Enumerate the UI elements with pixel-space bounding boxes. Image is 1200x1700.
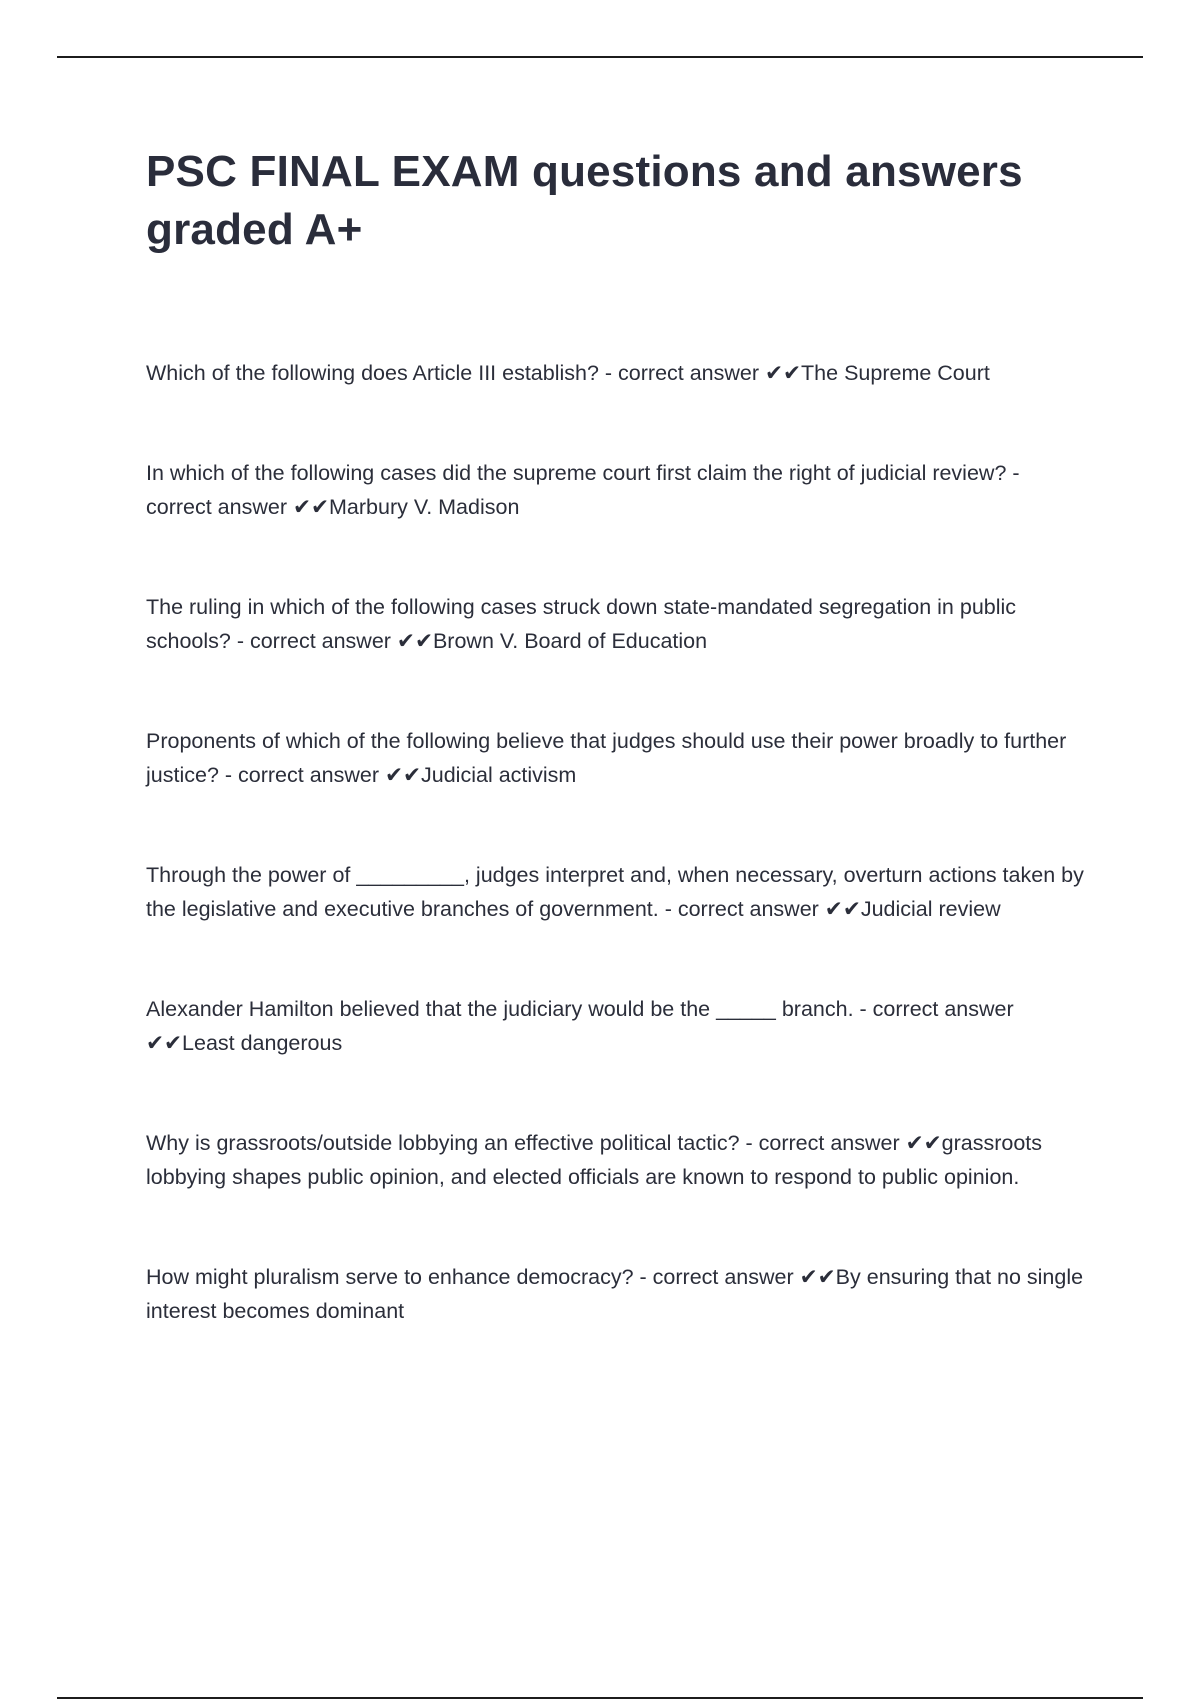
qa-item [146, 356, 1086, 390]
question-text: The ruling in which of the following cases struck down state-mandated segregation in public schools? [146, 595, 1017, 653]
answer-separator: - correct answer ✔✔ [218, 763, 422, 787]
question-text: Proponents of which of the following believe that judges should use their power broadly to further justice? [146, 729, 1067, 787]
qa-item [146, 1126, 1086, 1194]
answer-text: Brown V. Board of Education [432, 629, 708, 653]
document-title: PSC FINAL EXAM questions and answers graded A+ [146, 147, 1023, 254]
question-text: Alexander Hamilton believed that the judiciary would be the _____ branch. [146, 997, 854, 1021]
question-text: Why is grassroots/outside lobbying an effective political tactic? [146, 1131, 740, 1155]
answer-text: The Supreme Court [801, 361, 990, 385]
qa-item [146, 992, 1086, 1060]
answer-text: By ensuring that no single interest becomes dominant [146, 1265, 1084, 1323]
answer-separator: - correct answer ✔✔ [146, 997, 1014, 1055]
question-text: In which of the following cases did the supreme court first claim the right of judicial review? [146, 461, 1007, 485]
answer-text: grassroots lobbying shapes public opinion, and elected officials are known to respond to public opinion. [146, 1131, 1043, 1189]
top-rule [57, 56, 1143, 58]
answer-text: Least dangerous [182, 1031, 343, 1055]
answer-separator: - correct answer ✔✔ [598, 361, 802, 385]
answer-separator: - correct answer ✔✔ [739, 1131, 942, 1155]
answer-text: Judicial review [860, 897, 1001, 921]
qa-item [146, 858, 1086, 926]
qa-item [146, 724, 1086, 792]
question-text: Through the power of _________, judges interpret and, when necessary, overturn actions taken by the legislative and executive branches of government. [146, 863, 1084, 921]
question-text: How might pluralism serve to enhance democracy? [146, 1265, 634, 1289]
question-text: Which of the following does Article III establish? [146, 361, 599, 385]
answer-text: Judicial activism [421, 763, 577, 787]
bottom-rule [57, 1697, 1143, 1699]
qa-item [146, 456, 1086, 524]
answer-separator: - correct answer ✔✔ [633, 1265, 836, 1289]
answer-separator: - correct answer ✔✔ [658, 897, 861, 921]
qa-item [146, 590, 1086, 658]
answer-text: Marbury V. Madison [329, 495, 520, 519]
answer-separator: - correct answer ✔✔ [230, 629, 433, 653]
answer-separator: - correct answer ✔✔ [146, 461, 1020, 519]
qa-item [146, 1260, 1086, 1328]
qa-list [146, 356, 1086, 1328]
